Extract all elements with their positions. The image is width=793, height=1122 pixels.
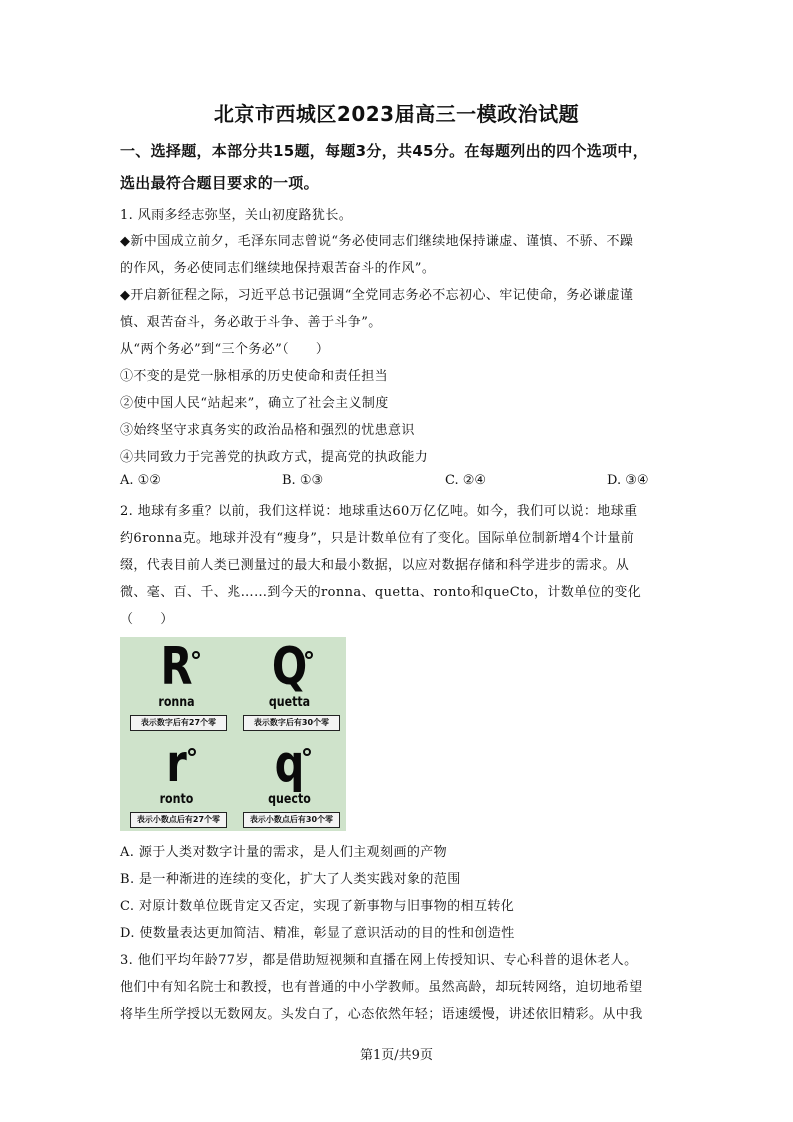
q1-stem: 1. 风雨多经志弥坚，关山初度路犹长。 [120, 208, 353, 223]
q2-line-4: 微、毫、百、千、兆……到今天的ronna、quetta、ronto和queCto，计数单位的变化 [120, 585, 642, 600]
section-heading-line-1: 一、选择题，本部分共15题，每题3分，共45分。在每题列出的四个选项中， [120, 142, 648, 160]
q3-line-3: 将毕生所学授以无数网友。头发白了，心态依然年轻；语速缓慢，讲述依旧精彩。从中我 [120, 1007, 643, 1022]
prefix-symbol: q [274, 734, 305, 794]
degree-ring-icon [192, 651, 200, 659]
degree-ring-icon [305, 651, 313, 659]
prefix-description: 表示小数点后有27个零 [130, 812, 227, 828]
q1-question: 从“两个务必”到“三个务必”（ ） [120, 342, 330, 357]
q2-option-c[interactable]: C. 对原计数单位既肯定又否定，实现了新事物与旧事物的相互转化 [120, 899, 515, 914]
q1-quote-1-line-2: 的作风，务必使同志们继续地保持艰苦奋斗的作风”。 [120, 261, 436, 276]
degree-ring-icon [303, 748, 311, 756]
q2-option-a[interactable]: A. 源于人类对数字计量的需求，是人们主观刻画的产物 [120, 845, 448, 860]
page-title: 北京市西城区2023届高三一模政治试题 [213, 102, 580, 126]
prefix-ronto [120, 734, 233, 831]
prefix-name: quecto [268, 792, 311, 807]
q3-line-2: 他们中有知名院士和教授，也有普通的中小学教师。虽然高龄，却玩转网络，迫切地希望 [120, 980, 643, 995]
q1-statement-3: ③始终坚守求真务实的政治品格和强烈的忧患意识 [120, 423, 415, 438]
prefix-symbol: r [166, 734, 187, 794]
prefix-symbol: R [160, 637, 193, 697]
section-heading-line-2: 选出最符合题目要求的一项。 [120, 174, 319, 192]
page-number: 第1页/共9页 [360, 1048, 433, 1063]
prefix-description: 表示数字后有27个零 [130, 715, 227, 731]
q1-option-b[interactable]: B. ①③ [282, 473, 324, 488]
prefix-quetta [233, 637, 346, 734]
prefix-name: ronna [158, 695, 195, 710]
prefix-ronna [120, 637, 233, 734]
q2-line-3: 缀，代表目前人类已测量过的最大和最小数据，以应对数据存储和科学进步的需求。从 [120, 558, 630, 573]
q1-statement-1: ①不变的是党一脉相承的历史使命和责任担当 [120, 369, 389, 384]
q1-option-d[interactable]: D. ③④ [607, 473, 649, 488]
degree-ring-icon [188, 748, 196, 756]
unit-prefix-figure [120, 637, 346, 831]
q1-option-a[interactable]: A. ①② [120, 473, 161, 488]
q1-quote-2-line-1: ◆开启新征程之际，习近平总书记强调“全党同志务必不忘初心、牢记使命，务必谦虚谨 [120, 288, 634, 303]
q1-options [120, 473, 660, 493]
q1-quote-1-line-1: ◆新中国成立前夕，毛泽东同志曾说“务必使同志们继续地保持谦虚、谨慎、不骄、不躁 [120, 234, 634, 249]
q2-option-d[interactable]: D. 使数量表达更加简洁、精准，彰显了意识活动的目的性和创造性 [120, 926, 515, 941]
q2-line-5: （ ） [120, 612, 174, 627]
q1-quote-2-line-2: 慎、艰苦奋斗，务必敢于斗争、善于斗争”。 [120, 315, 382, 330]
q1-statement-4: ④共同致力于完善党的执政方式，提高党的执政能力 [120, 450, 429, 465]
prefix-symbol: Q [271, 637, 308, 697]
q2-line-2: 约6ronna克。地球并没有“瘦身”，只是计数单位有了变化。国际单位制新增4个计量前 [120, 531, 635, 546]
prefix-name: quetta [268, 695, 311, 710]
q1-option-c[interactable]: C. ②④ [445, 473, 487, 488]
q2-line-1: 2. 地球有多重？以前，我们这样说：地球重达60万亿亿吨。如今，我们可以说：地球重 [120, 504, 638, 519]
q1-statement-2: ②使中国人民“站起来”，确立了社会主义制度 [120, 396, 389, 411]
prefix-name: ronto [159, 792, 194, 807]
prefix-description: 表示小数点后有30个零 [243, 812, 340, 828]
prefix-description: 表示数字后有30个零 [243, 715, 340, 731]
q2-option-b[interactable]: B. 是一种渐进的连续的变化，扩大了人类实践对象的范围 [120, 872, 461, 887]
prefix-quecto [233, 734, 346, 831]
q3-line-1: 3. 他们平均年龄77岁，都是借助短视频和直播在网上传授知识、专心科普的退休老人。 [120, 953, 638, 968]
